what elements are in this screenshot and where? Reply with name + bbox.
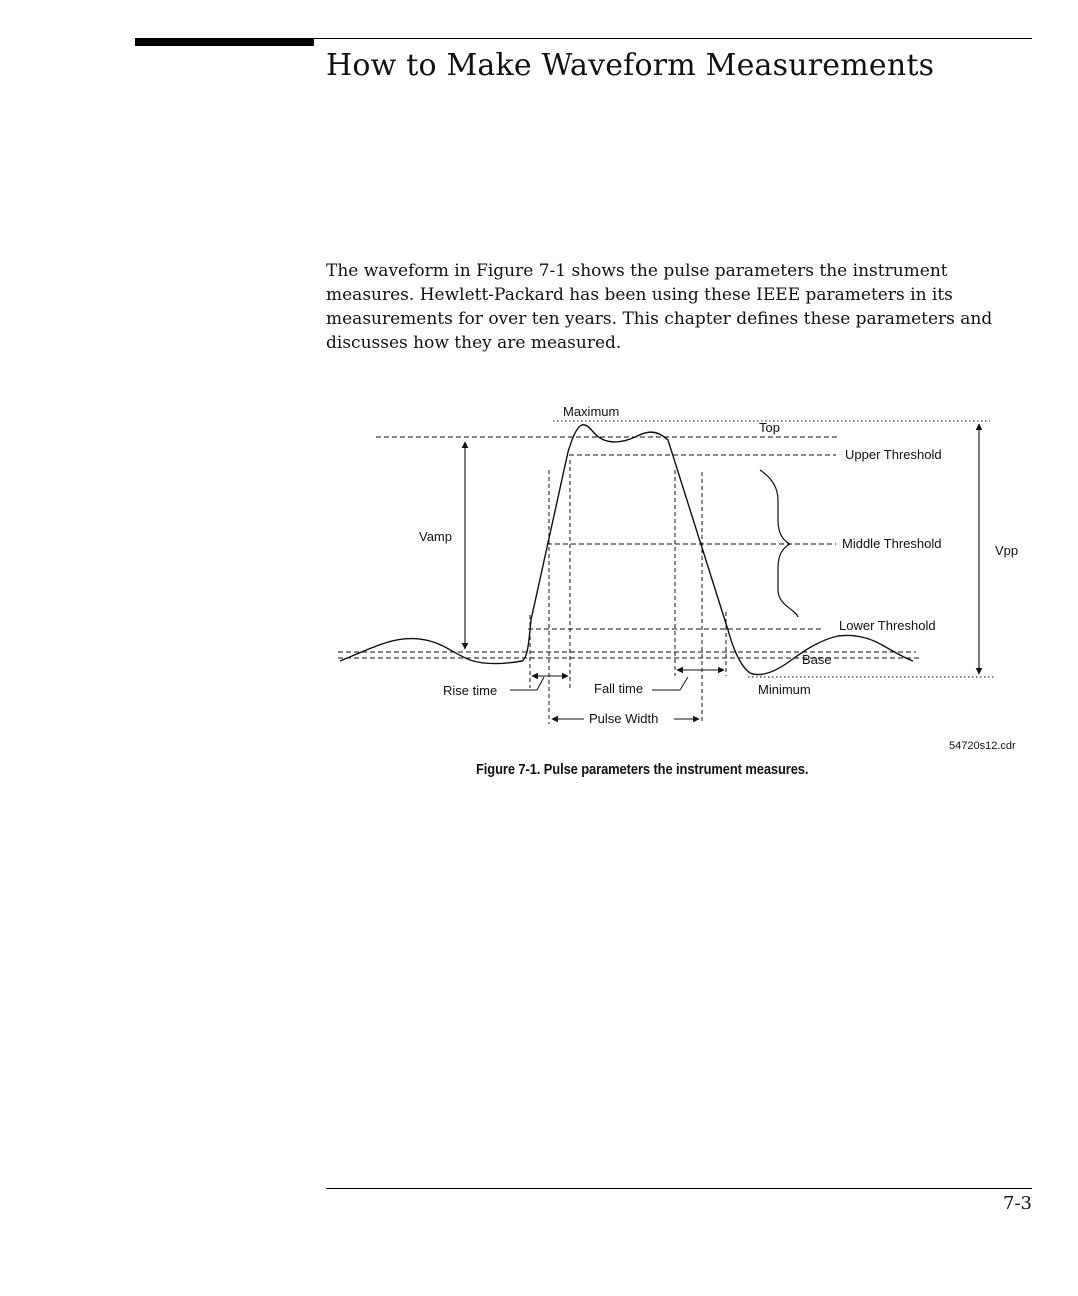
top-label: Top [759,420,780,435]
paragraph-line: measurements for over ten years. This chapter defines these parameters and [326,309,993,329]
paragraph-line: measures. Hewlett-Packard has been using these IEEE parameters in its [326,285,953,305]
base-label: Base [802,652,832,667]
paragraph-line: discusses how they are measured. [326,333,622,353]
fall-time-leader [652,677,688,690]
paragraph-line: The waveform in Figure 7-1 shows the pulse parameters the instrument [326,261,948,281]
upper-threshold-label: Upper Threshold [845,447,942,462]
page-number: 7-3 [1003,1193,1032,1214]
page-title: How to Make Waveform Measurements [326,48,935,83]
rise-time-label: Rise time [443,683,498,698]
vamp-label: Vamp [419,529,452,544]
maximum-label: Maximum [563,404,620,419]
figure-caption: Figure 7-1. Pulse parameters the instrument measures. [476,761,809,778]
figure-file-name: 54720s12.cdr [949,740,1016,752]
lower-threshold-label: Lower Threshold [839,618,936,633]
middle-threshold-label: Middle Threshold [842,536,942,551]
rise-time-leader [510,677,544,690]
vpp-label: Vpp [995,543,1019,558]
footer-rule [326,1188,1032,1189]
pulse-width-label: Pulse Width [589,711,659,726]
fall-time-label: Fall time [594,681,644,696]
minimum-label: Minimum [758,682,811,697]
pulse-waveform [340,425,913,675]
